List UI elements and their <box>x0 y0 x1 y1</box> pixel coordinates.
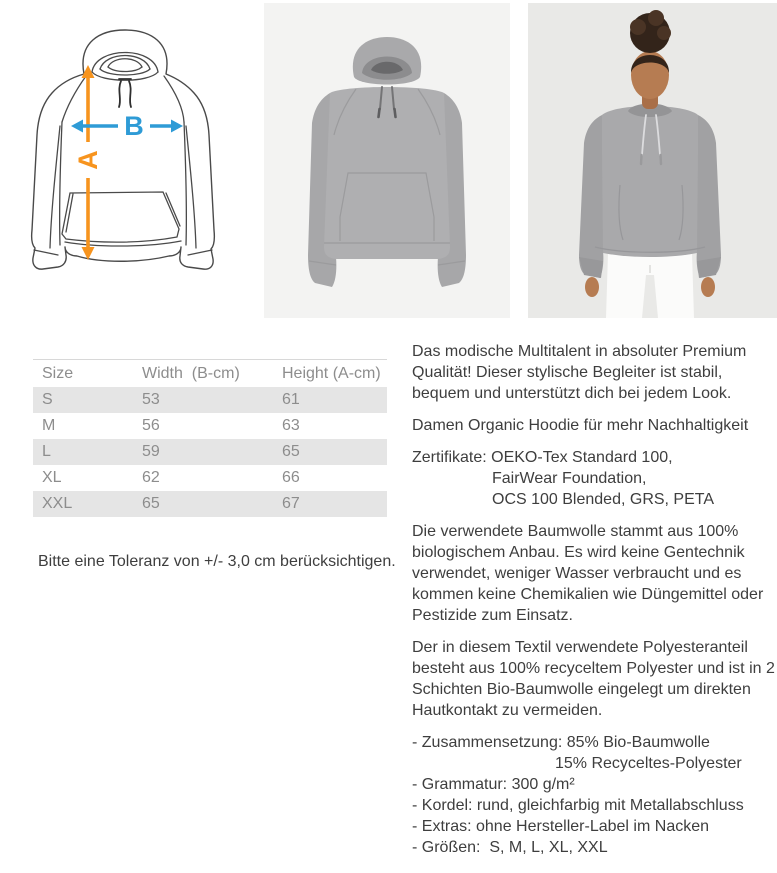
width-cell: 62 <box>142 469 160 486</box>
spec-item: - Zusammensetzung: 85% Bio-Baumwolle <box>412 734 710 751</box>
table-row <box>33 387 387 413</box>
description-intro: Das modische Multitalent in absoluter Premium Qualität! Dieser stylische Begleiter ist stabil, bequem und unterstützt dich bei jedem Look. <box>412 343 747 402</box>
certificates-line: Zertifikate: OEKO-Tex Standard 100, <box>412 449 673 466</box>
model-illustration <box>528 3 777 318</box>
size-diagram <box>0 20 250 290</box>
hoodie-outline <box>32 30 215 269</box>
spec-item: 15% Recyceltes-Polyester <box>555 755 742 772</box>
model-photo <box>528 3 777 318</box>
width-label: B <box>124 111 144 141</box>
width-cell: 59 <box>142 443 160 460</box>
certificates-block <box>412 447 776 510</box>
table-row <box>33 413 387 439</box>
description-cotton: Die verwendete Baumwolle stammt aus 100% biologischem Anbau. Es wird keine Gentechnik verwendet, weniger Wasser verbraucht und es kommen keine Chemikalien wie Düngemittel oder Pestizide zum Einsatz. <box>412 523 764 624</box>
table-row <box>33 491 387 517</box>
certificates-line: FairWear Foundation, <box>492 470 647 487</box>
hoodie-line-drawing <box>0 20 250 290</box>
spec-item: - Kordel: rund, gleichfarbig mit Metallabschluss <box>412 797 744 814</box>
width-cell: 65 <box>142 495 160 512</box>
column-header-height: Height (A-cm) <box>282 364 381 382</box>
description-subtitle: Damen Organic Hoodie für mehr Nachhaltigkeit <box>412 417 749 434</box>
product-description <box>412 341 776 858</box>
height-cell: 66 <box>282 469 300 486</box>
column-header-width: Width (B-cm) <box>142 364 240 382</box>
size-cell: XL <box>42 469 62 486</box>
height-cell: 61 <box>282 391 300 408</box>
spec-item: - Extras: ohne Hersteller-Label im Nacken <box>412 818 710 835</box>
width-cell: 56 <box>142 417 160 434</box>
flat-hoodie-photo <box>264 3 510 318</box>
spec-item: - Grammatur: 300 g/m² <box>412 776 575 793</box>
height-label: A <box>73 150 103 170</box>
size-table <box>33 359 387 517</box>
size-cell: M <box>42 417 56 434</box>
table-header-row <box>33 360 387 388</box>
table-row <box>33 439 387 465</box>
table-row <box>33 465 387 491</box>
description-polyester: Der in diesem Textil verwendete Polyesteranteil besteht aus 100% recyceltem Polyester und ist in 2 Schichten Bio-Baumwolle eingelegt um direkten Hautkontakt zu vermeiden. <box>412 639 775 719</box>
flat-hoodie-illustration <box>264 3 510 318</box>
hoodie-body <box>595 106 705 257</box>
height-cell: 67 <box>282 495 300 512</box>
width-cell: 53 <box>142 391 160 408</box>
tolerance-note: Bitte eine Toleranz von +/- 3,0 cm berücksichtigen. <box>38 553 396 570</box>
size-cell: S <box>42 391 53 408</box>
size-cell: L <box>42 443 51 460</box>
height-cell: 65 <box>282 443 300 460</box>
certificates-line: OCS 100 Blended, GRS, PETA <box>492 491 715 508</box>
hood <box>353 37 421 85</box>
column-header-size: Size <box>42 364 74 382</box>
spec-list <box>412 732 776 858</box>
size-cell: XXL <box>42 495 73 512</box>
height-cell: 63 <box>282 417 300 434</box>
spec-item: - Größen: S, M, L, XL, XXL <box>412 839 608 856</box>
size-table-section <box>33 359 387 517</box>
